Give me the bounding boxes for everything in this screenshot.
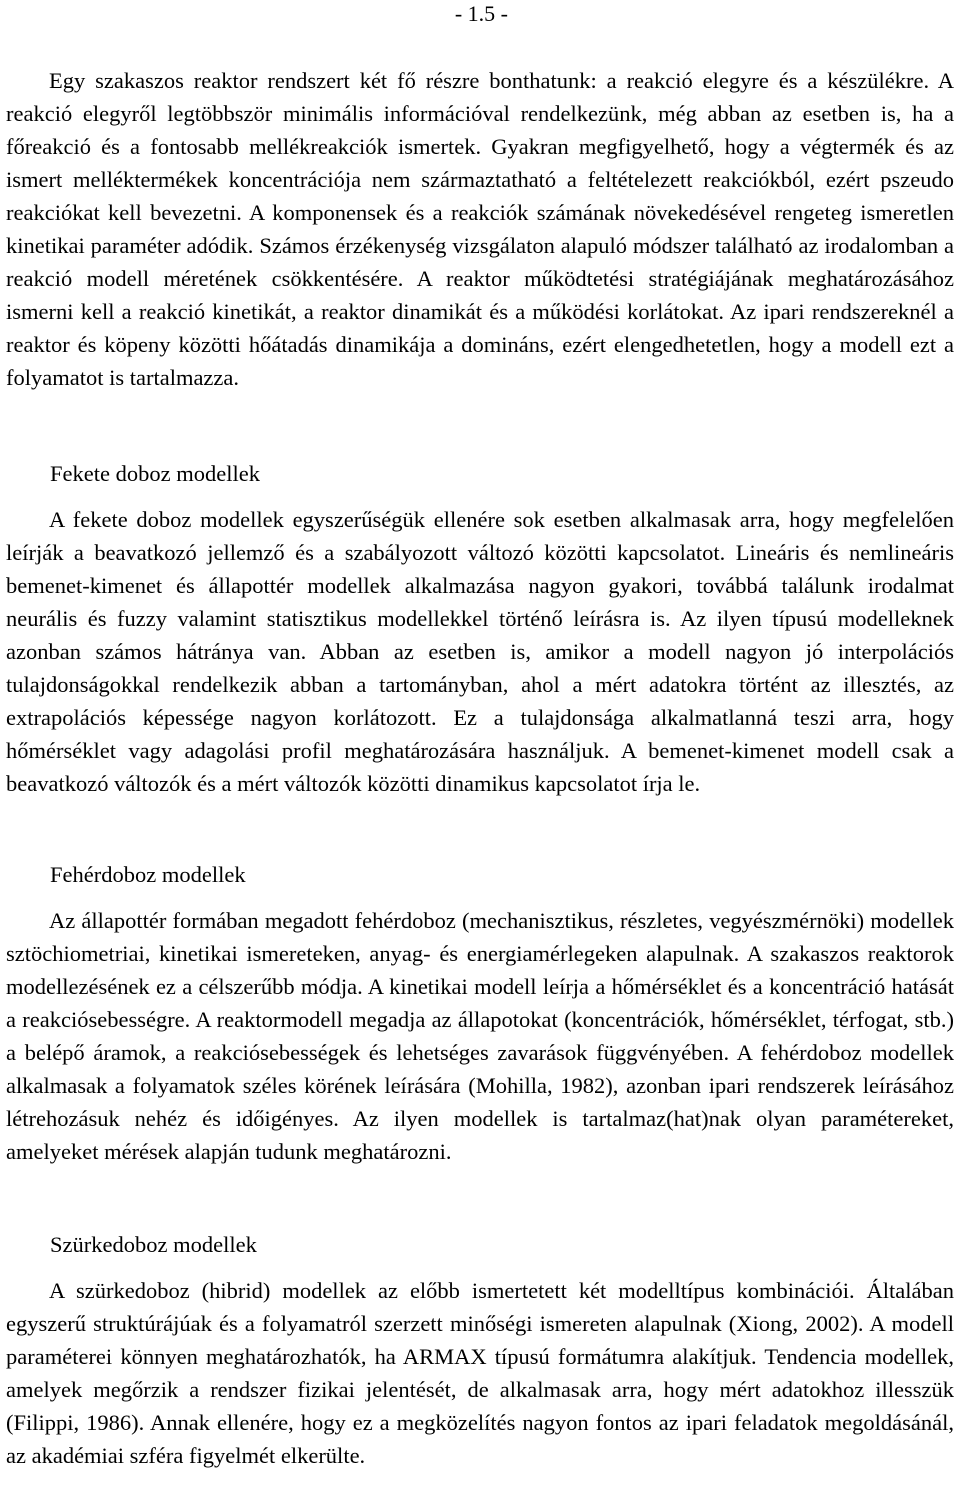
grey-box-heading: Szürkedoboz modellek	[50, 1232, 257, 1257]
black-box-heading: Fekete doboz modellek	[50, 461, 260, 486]
white-box-heading: Fehérdoboz modellek	[50, 862, 246, 887]
black-box-paragraph: A fekete doboz modellek egyszerűségük ellenére sok esetben alkalmasak arra, hogy megfelelően leírják a beavatkozó jellemző és a szabályozott változó közötti kapcsolatot. Lineáris és nemlineáris bemenet-kimenet és állapottér modellek alkalmazása nagyon gyakori, továbbá találunk irodalmat neurális és fuzzy valamint statisztikus modellekkel történő leírásra is. Az ilyen típusú modelleknek azonban számos hátránya van. Abban az esetben is, amikor a modell nagyon jó interpolációs tulajdonságokkal rendelkezik abban a tartományban, ahol a mért adatokra történt az illesztés, az extrapolációs képessége nagyon korlátozott. Ez a tulajdonsága alkalmatlanná teszi arra, hogy hőmérséklet vagy adagolási profil meghatározására használjuk. A bemenet-kimenet modell csak a beavatkozó változók és a mért változók közötti dinamikus kapcsolatot írja le.	[6, 507, 954, 796]
white-box-paragraph: Az állapottér formában megadott fehérdoboz (mechanisztikus, részletes, vegyészmérnöki) modellek sztöchiometriai, kinetikai ismereteken, anyag- és energiamérlegeken alapulnak. A szakaszos reaktorok modellezésének ez a célszerűbb módja. A kinetikai modell leírja a hőmérséklet és a koncentráció hatását a reakciósebességre. A reaktormodell megadja az állapotokat (koncentrációk, hőmérséklet, térfogat, stb.) a belépő áramok, a reakciósebességek és lehetséges zavarások függvényében. A fehérdoboz modellek alkalmasak a folyamatok széles körének leírására (Mohilla, 1982), azonban ipari rendszerek leírásához létrehozásuk nehéz és időigényes. Az ilyen modellek is tartalmaz(hat)nak olyan paramétereket, amelyeket mérések alapján tudunk meghatározni.	[6, 908, 954, 1164]
intro-paragraph: Egy szakaszos reaktor rendszert két fő részre bonthatunk: a reakció elegyre és a készülékre. A reakció elegyről legtöbbször minimális információval rendelkezünk, még abban az esetben is, ha a főreakció és a fontosabb mellékreakciók ismertek. Gyakran megfigyelhető, hogy a végtermék és az ismert melléktermékek koncentrációja nem származtatható a feltételezett reakciókból, ezért pszeudo reakciókat kell bevezetni. A komponensek és a reakciók számának növekedésével rengeteg ismeretlen kinetikai paraméter adódik. Számos érzékenység vizsgálaton alapuló módszer található az irodalomban a reakció modell méretének csökkentésére. A reaktor működtetési stratégiájának meghatározásához ismerni kell a reakció kinetikát, a reaktor dinamikát és a működési korlátokat. Az ipari rendszereknél a reaktor és köpeny közötti hőátadás dinamikája a domináns, ezért elengedhetetlen, hogy a modell ezt a folyamatot is tartalmazza.	[6, 68, 954, 390]
grey-box-paragraph: A szürkedoboz (hibrid) modellek az előbb ismertetett két modelltípus kombinációi. Általában egyszerű struktúrájúak és a folyamatról szerzett minőségi ismereten alapulnak (Xiong, 2002). A modell paraméterei könnyen meghatározhatók, ha ARMAX típusú formátumra alakítjuk. Tendencia modellek, amelyek megőrzik a rendszer fizikai jelentését, de alkalmasak arra, hogy mért adatokhoz illesszük (Filippi, 1986). Annak ellenére, hogy ez a megközelítés nagyon fontos az ipari feladatok megoldásánál, az akadémiai szféra figyelmét elkerülte.	[6, 1278, 954, 1468]
page-number: - 1.5 -	[454, 1, 508, 26]
